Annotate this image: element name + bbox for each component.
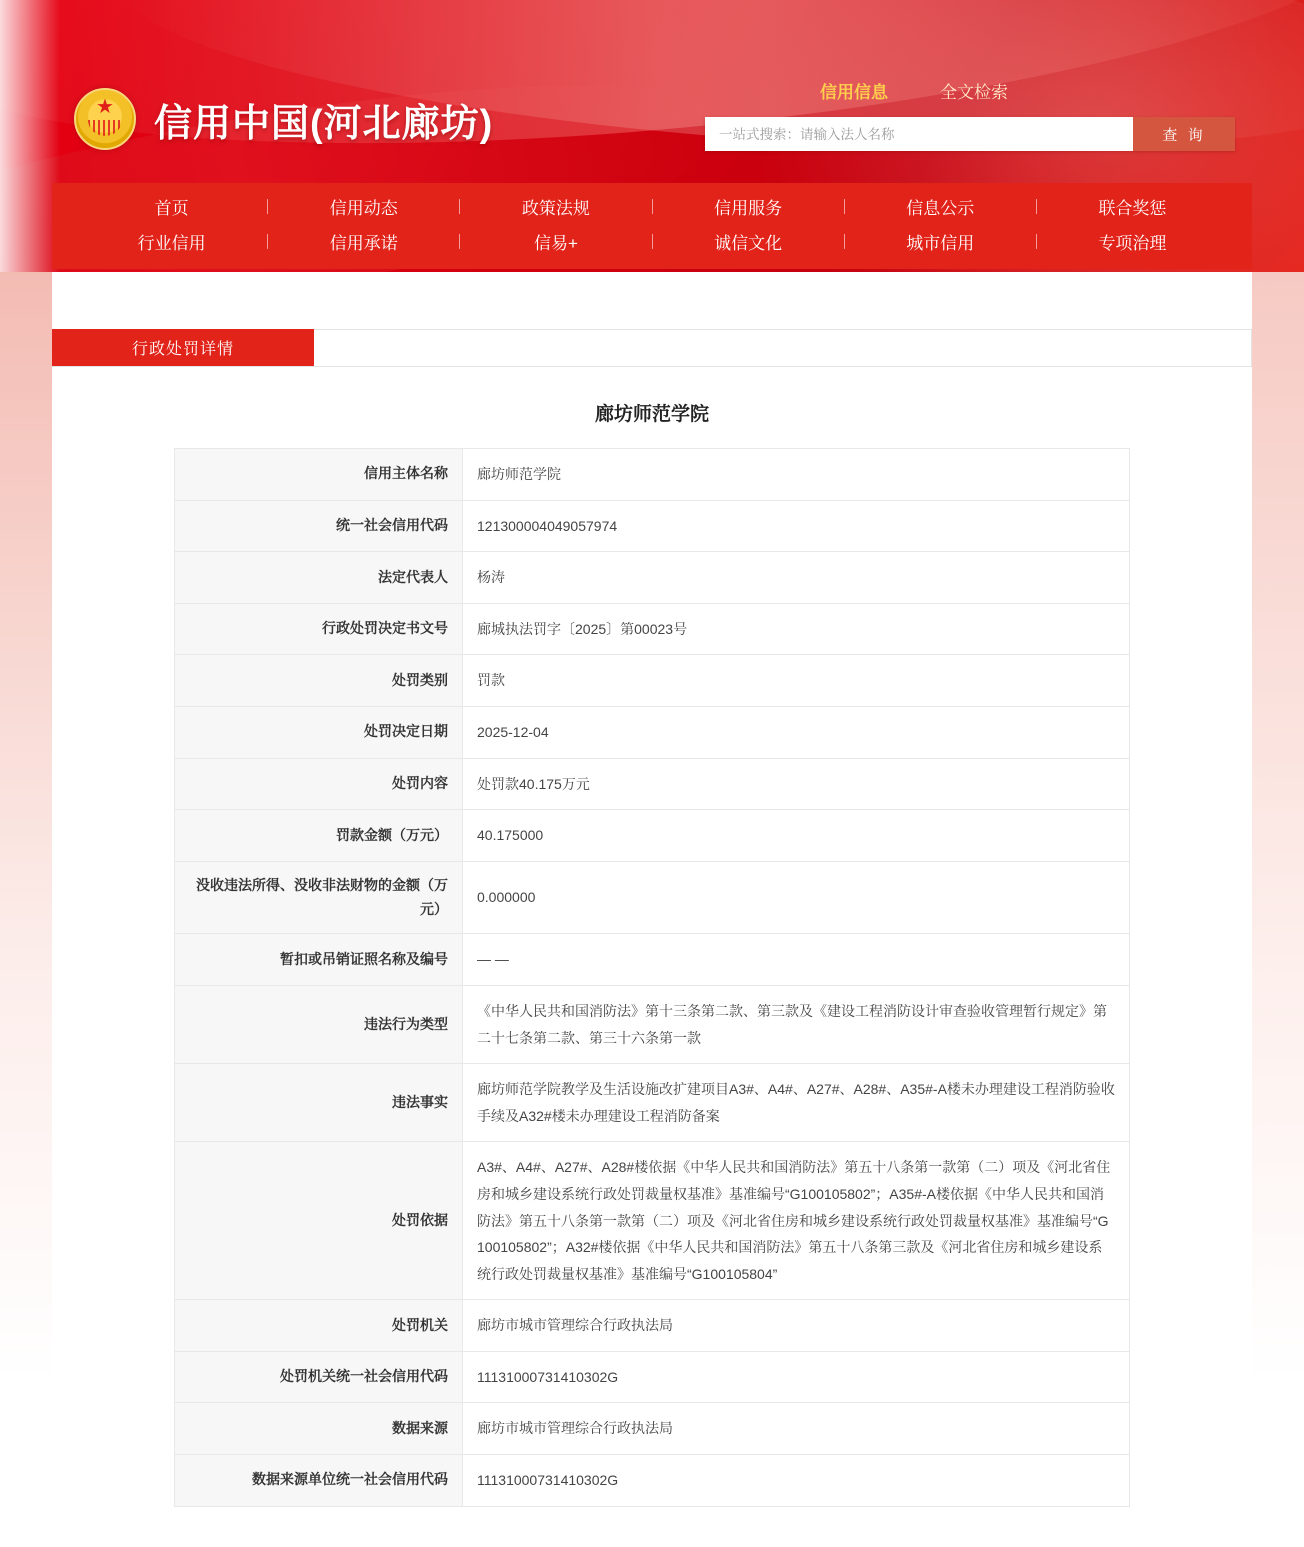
row-value: 廊城执法罚字〔2025〕第00023号 [463, 603, 1130, 655]
table-row [175, 1064, 1130, 1142]
nav-item-credit-services[interactable]: 信用服务 [714, 199, 783, 218]
table-row [175, 706, 1130, 758]
row-value: A3#、A4#、A27#、A28#楼依据《中华人民共和国消防法》第五十八条第一款第（二）项及《河北省住房和城乡建设系统行政处罚裁量权基准》基准编号“G100105802”；A35#-A楼依据《中华人民共和国消防法》第五十八条第一款第（二）项及《河北省住房和城乡建设系统行政处罚裁量权基准》基准编号“G100105802”；A32#楼依据《中华人民共和国消防法》第五十八条第三款及《河北省住房和城乡建设系统行政处罚裁量权基准》基准编号“G100105804” [463, 1142, 1130, 1300]
row-label: 处罚内容 [175, 758, 463, 810]
nav-item-credit-news[interactable]: 信用动态 [329, 199, 398, 218]
site-brand[interactable] [74, 88, 493, 150]
row-value: — — [463, 934, 1130, 986]
row-label: 处罚依据 [175, 1142, 463, 1300]
row-label: 没收违法所得、没收非法财物的金额（万元） [175, 861, 463, 934]
row-label: 行政处罚决定书文号 [175, 603, 463, 655]
nav-item-information-disclosure[interactable]: 信息公示 [906, 199, 975, 218]
nav-row-primary [52, 189, 1252, 224]
nav-item-special-governance[interactable]: 专项治理 [1098, 234, 1167, 253]
page-right-gradient [1252, 272, 1304, 1382]
site-header [0, 0, 1304, 272]
site-title: 信用中国(河北廊坊) [154, 102, 494, 145]
table-row [175, 758, 1130, 810]
table-row [175, 985, 1130, 1063]
table-row [175, 810, 1130, 862]
row-label: 暂扣或吊销证照名称及编号 [175, 934, 463, 986]
row-label: 统一社会信用代码 [175, 500, 463, 552]
table-row [175, 1142, 1130, 1300]
table-row [175, 1455, 1130, 1507]
row-label: 信用主体名称 [175, 449, 463, 501]
nav-item-integrity-culture[interactable]: 诚信文化 [714, 234, 783, 253]
row-value: 《中华人民共和国消防法》第十三条第二款、第三款及《建设工程消防设计审查验收管理暂行规定》第二十七条第二款、第三十六条第一款 [463, 985, 1130, 1063]
nav-item-industry-credit[interactable]: 行业信用 [137, 234, 206, 253]
nav-row-secondary [52, 224, 1252, 259]
search-input[interactable] [705, 117, 1133, 151]
nav-item-policy-regulations[interactable]: 政策法规 [521, 199, 590, 218]
national-emblem-icon [74, 88, 136, 150]
breadcrumb-filler [314, 329, 1252, 366]
search-bar [705, 117, 1235, 151]
tab-credit-info[interactable]: 信用信息 [820, 83, 888, 102]
row-label: 处罚机关 [175, 1300, 463, 1352]
nav-item-home[interactable]: 首页 [154, 199, 189, 218]
table-row [175, 449, 1130, 501]
row-label: 处罚机关统一社会信用代码 [175, 1351, 463, 1403]
table-row [175, 1403, 1130, 1455]
breadcrumb-active-tab[interactable]: 行政处罚详情 [52, 329, 314, 366]
table-row [175, 655, 1130, 707]
row-label: 数据来源 [175, 1403, 463, 1455]
row-label: 罚款金额（万元） [175, 810, 463, 862]
penalty-detail-table [174, 448, 1130, 1507]
search-tab-group [820, 78, 1008, 106]
row-value: 11131000731410302G [463, 1351, 1130, 1403]
row-value: 廊坊师范学院 [463, 449, 1130, 501]
nav-item-joint-rewards-punishment[interactable]: 联合奖惩 [1098, 199, 1167, 218]
row-value: 121300004049057974 [463, 500, 1130, 552]
table-row [175, 500, 1130, 552]
row-value: 廊坊师范学院教学及生活设施改扩建项目A3#、A4#、A27#、A28#、A35#-A楼未办理建设工程消防验收手续及A32#楼未办理建设工程消防备案 [463, 1064, 1130, 1142]
breadcrumb [52, 329, 1252, 367]
row-value: 0.000000 [463, 861, 1130, 934]
row-label: 数据来源单位统一社会信用代码 [175, 1455, 463, 1507]
table-row [175, 552, 1130, 604]
page-left-gradient [0, 272, 52, 1382]
row-value: 40.175000 [463, 810, 1130, 862]
row-value: 罚款 [463, 655, 1130, 707]
table-row [175, 1351, 1130, 1403]
row-value: 廊坊市城市管理综合行政执法局 [463, 1403, 1130, 1455]
table-row [175, 934, 1130, 986]
table-row [175, 1300, 1130, 1352]
row-label: 处罚类别 [175, 655, 463, 707]
nav-item-xinyi-plus[interactable]: 信易+ [533, 234, 578, 253]
row-value: 廊坊市城市管理综合行政执法局 [463, 1300, 1130, 1352]
main-content [52, 329, 1252, 1547]
nav-item-credit-commitment[interactable]: 信用承诺 [329, 234, 398, 253]
page-title: 廊坊师范学院 [594, 404, 709, 425]
main-navigation [52, 183, 1252, 269]
nav-item-city-credit[interactable]: 城市信用 [906, 234, 975, 253]
row-label: 违法行为类型 [175, 985, 463, 1063]
row-label: 违法事实 [175, 1064, 463, 1142]
row-value: 杨涛 [463, 552, 1130, 604]
search-submit-button[interactable]: 查 询 [1133, 117, 1235, 151]
row-value: 处罚款40.175万元 [463, 758, 1130, 810]
row-label: 处罚决定日期 [175, 706, 463, 758]
table-row [175, 861, 1130, 934]
row-label: 法定代表人 [175, 552, 463, 604]
table-row [175, 603, 1130, 655]
tab-fulltext-search[interactable]: 全文检索 [940, 83, 1008, 102]
banner-left-fade [0, 0, 60, 272]
row-value: 2025-12-04 [463, 706, 1130, 758]
row-value: 11131000731410302G [463, 1455, 1130, 1507]
